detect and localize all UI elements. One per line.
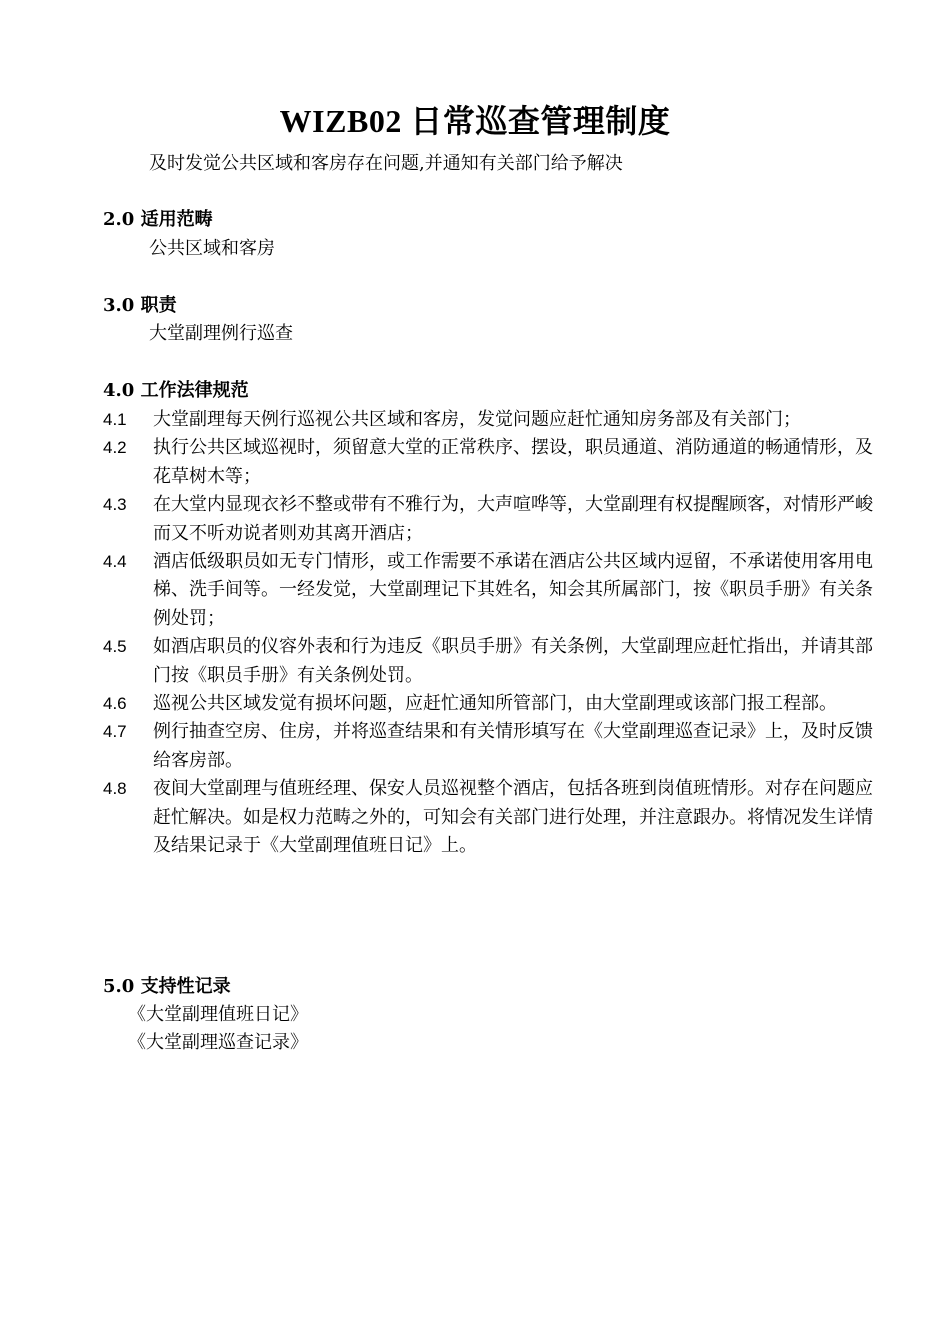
list-item — [103, 690, 873, 718]
list-item-text: 在大堂内显现衣衫不整或带有不雅行为，大声喧哗等，大堂副理有权提醒顾客，对情形严峻而又不听劝说者则劝其离开酒店； — [153, 494, 873, 544]
list-item-number: 4.3 — [103, 495, 127, 515]
record-item-duty-log: 《大堂副理值班日记》 — [128, 1004, 308, 1025]
list-item — [103, 633, 873, 690]
list-item — [103, 775, 873, 860]
list-item-number: 4.8 — [103, 779, 127, 799]
list-item — [103, 406, 873, 434]
list-item — [103, 434, 873, 491]
norms-list — [103, 406, 873, 861]
purpose-text: 及时发觉公共区域和客房存在问题,并通知有关部门给予解决 — [149, 153, 623, 174]
section-heading-norms: 4.0 工作法律规范 — [103, 380, 249, 401]
list-item — [103, 718, 873, 775]
list-item-number: 4.2 — [103, 438, 127, 458]
list-item-text: 大堂副理每天例行巡视公共区域和客房，发觉问题应赶忙通知房务部及有关部门； — [153, 409, 801, 430]
list-item-number: 4.1 — [103, 410, 127, 429]
list-item-text: 夜间大堂副理与值班经理、保安人员巡视整个酒店，包括各班到岗值班情形。对存在问题应赶忙解决。如是权力范畴之外的，可知会有关部门进行处理，并注意跟办。将情况发生详情及结果记录于《大堂副理值班日记》上。 — [153, 778, 873, 857]
list-item-text: 如酒店职员的仪容外表和行为违反《职员手册》有关条例，大堂副理应赶忙指出，并请其部门按《职员手册》有关条例处罚。 — [153, 636, 873, 686]
section-heading-scope: 2.0 适用范畴 — [103, 209, 213, 230]
section-heading-duty: 3.0 职责 — [103, 295, 177, 316]
list-item-number: 4.5 — [103, 637, 127, 657]
list-item-number: 4.7 — [103, 722, 127, 742]
list-item — [103, 491, 873, 548]
list-item-number: 4.4 — [103, 552, 127, 572]
scope-text: 公共区域和客房 — [149, 238, 275, 259]
record-item-inspection-log: 《大堂副理巡查记录》 — [128, 1032, 308, 1053]
list-item-text: 巡视公共区域发觉有损坏问题，应赶忙通知所管部门，由大堂副理或该部门报工程部。 — [153, 693, 837, 715]
list-item — [103, 548, 873, 633]
duty-text: 大堂副理例行巡查 — [149, 323, 293, 344]
section-heading-records: 5.0 支持性记录 — [103, 976, 231, 997]
list-item-text: 酒店低级职员如无专门情形，或工作需要不承诺在酒店公共区域内逗留，不承诺使用客用电梯、洗手间等。一经发觉，大堂副理记下其姓名，知会其所属部门，按《职员手册》有关条例处罚； — [153, 551, 873, 629]
list-item-text: 例行抽查空房、住房，并将巡查结果和有关情形填写在《大堂副理巡查记录》上，及时反馈给客房部。 — [153, 721, 873, 771]
document-title: WIZB02 日常巡查管理制度 — [279, 103, 671, 139]
list-item-number: 4.6 — [103, 694, 127, 714]
list-item-text: 执行公共区域巡视时，须留意大堂的正常秩序、摆设，职员通道、消防通道的畅通情形，及花草树木等； — [153, 437, 873, 487]
